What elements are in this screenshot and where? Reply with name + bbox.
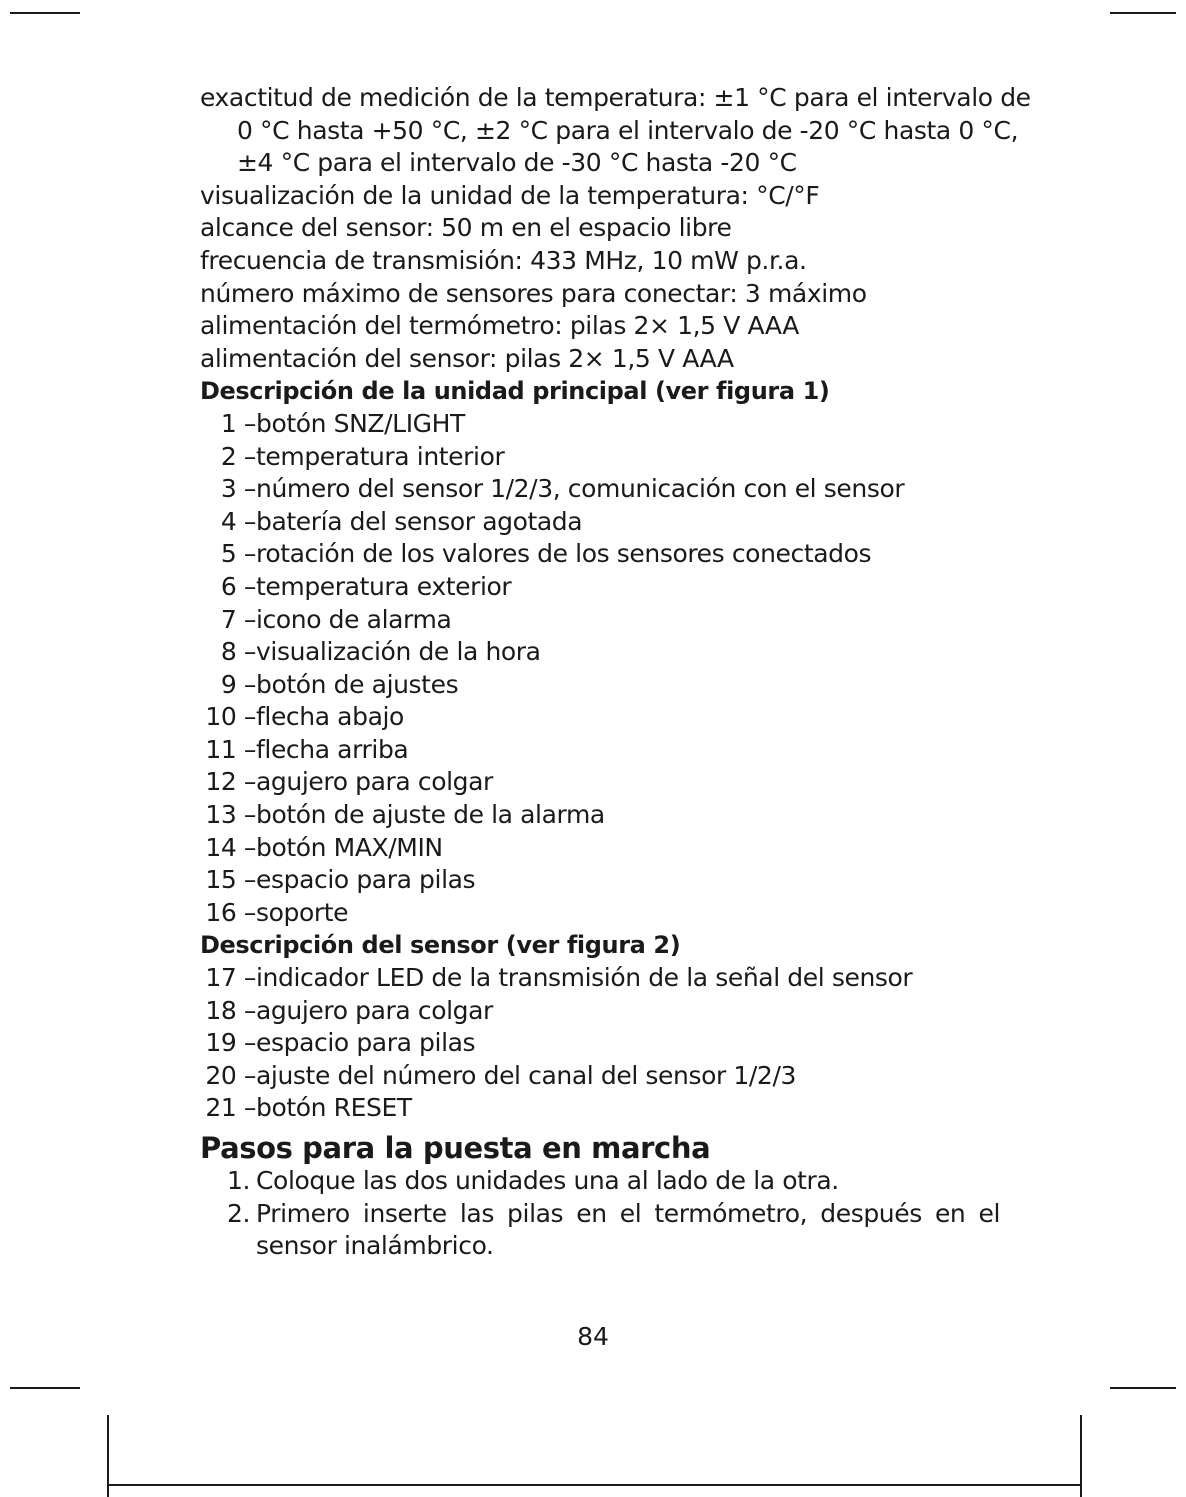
step-text: Coloque las dos unidades una al lado de la otra. [256,1166,839,1195]
crop-mark-bottom-left [10,1387,80,1389]
list-item [200,864,1000,897]
item-text: agujero para colgar [256,995,493,1025]
main-unit-heading: Descripción de la unidad principal (ver figura 1) [200,377,830,406]
item-text: indicador LED de la transmisión de la señal del sensor [256,963,913,993]
page-bottom-rule [107,1484,1082,1486]
spec-line: visualización de la unidad de la temperatura: °C/°F [200,180,820,210]
step-item [200,1165,1000,1198]
list-item [200,441,1000,474]
item-number: 14 – [205,832,256,862]
item-text: rotación de los valores de los sensores conectados [256,539,872,569]
item-text: botón RESET [256,1093,412,1123]
list-item [200,538,1000,571]
item-text: soporte [256,897,349,927]
item-text: botón SNZ/LIGHT [256,408,465,438]
item-number: 9 – [220,669,256,699]
item-text: flecha abajo [256,702,404,732]
item-number: 11 – [205,734,256,764]
item-number: 16 – [205,897,256,927]
item-number: 4 – [220,506,256,536]
list-item [200,506,1000,539]
spec-line: alimentación del termómetro: pilas 2× 1,5 V AAA [200,311,799,341]
list-item [200,734,1000,767]
item-text: botón MAX/MIN [256,832,443,862]
spec-line: número máximo de sensores para conectar: 3 máximo [200,278,867,308]
item-number: 15 – [205,865,256,895]
page-content [200,82,1031,1263]
spec-line: alcance del sensor: 50 m en el espacio libre [200,213,732,243]
step-number: 1. [226,1166,250,1195]
spec-line: exactitud de medición de la temperatura: ±1 °C para el intervalo de [200,83,1031,112]
item-number: 7 – [220,604,256,634]
item-number: 17 – [205,963,256,993]
item-number: 19 – [205,1028,256,1058]
item-number: 3 – [220,474,256,504]
spec-line: ±4 °C para el intervalo de -30 °C hasta -20 °C [237,148,797,178]
item-text: batería del sensor agotada [256,506,583,536]
item-number: 8 – [220,637,256,667]
list-item [200,1060,1000,1093]
item-number: 5 – [220,539,256,569]
sensor-heading: Descripción del sensor (ver figura 2) [200,931,681,960]
step-text-block [256,1198,1000,1263]
step-text: sensor inalámbrico. [256,1231,494,1261]
item-text: flecha arriba [256,734,409,764]
page-number: 84 [577,1322,609,1351]
item-text: espacio para pilas [256,1028,476,1058]
list-item [200,897,1000,930]
step-number: 2. [226,1198,250,1228]
crop-mark-bottom-right [1110,1387,1176,1389]
spec-line: frecuencia de transmisión: 433 MHz, 10 mW p.r.a. [200,245,807,275]
item-text: botón de ajustes [256,669,459,699]
item-text: icono de alarma [256,604,452,634]
item-number: 21 – [205,1093,256,1123]
item-text: temperatura interior [256,441,505,471]
item-number: 13 – [205,800,256,830]
step-item [200,1198,1000,1263]
item-number: 12 – [205,767,256,797]
item-text: número del sensor 1/2/3, comunicación con el sensor [256,474,905,504]
list-item [200,1092,1000,1125]
item-text: botón de ajuste de la alarma [256,800,605,830]
list-item [200,636,1000,669]
list-item [200,995,1000,1028]
item-number: 2 – [220,441,256,471]
item-number: 18 – [205,995,256,1025]
item-number: 20 – [205,1060,256,1090]
item-text: agujero para colgar [256,767,493,797]
item-text: espacio para pilas [256,865,476,895]
item-text: temperatura exterior [256,571,512,601]
list-item [200,1027,1000,1060]
item-text: visualización de la hora [256,637,541,667]
list-item [200,832,1000,865]
item-number: 1 – [220,408,256,438]
item-number: 10 – [205,702,256,732]
step-text: Primero inserte las pilas en el termómetro, después en el [256,1198,1000,1228]
list-item [200,799,1000,832]
spec-line: alimentación del sensor: pilas 2× 1,5 V AAA [200,343,734,373]
list-item [200,473,1000,506]
list-item [200,408,1000,441]
crop-mark-top-left [10,12,80,14]
list-item [200,701,1000,734]
item-text: ajuste del número del canal del sensor 1/2/3 [256,1060,796,1090]
startup-heading: Pasos para la puesta en marcha [200,1131,711,1165]
list-item [200,766,1000,799]
list-item [200,604,1000,637]
list-item [200,962,1000,995]
list-item [200,571,1000,604]
spec-line: 0 °C hasta +50 °C, ±2 °C para el intervalo de -20 °C hasta 0 °C, [237,115,1019,145]
item-number: 6 – [220,571,256,601]
list-item [200,669,1000,702]
crop-mark-top-right [1110,12,1176,14]
